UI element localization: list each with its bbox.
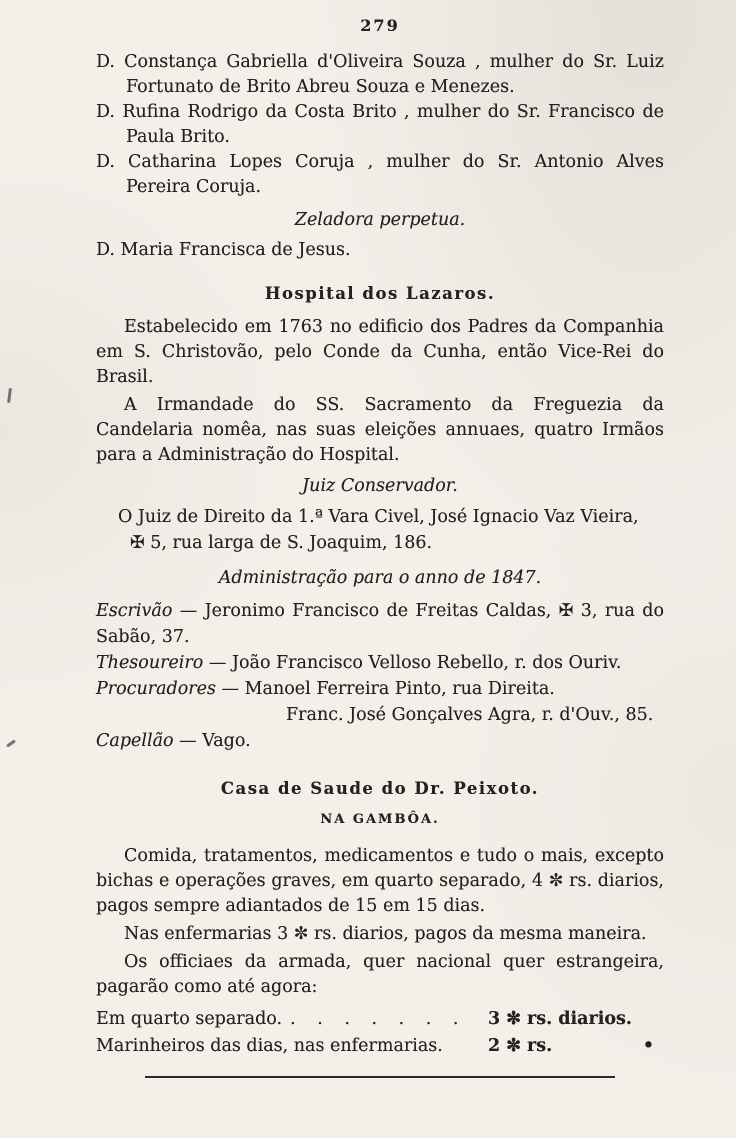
paragraph: Comida, tratamentos, medicamentos e tudo o mais, excepto bichas e operações graves, em quarto separado, 4 ✼ rs. diarios, pagos sempre adiantados de 15 em 15 dias. (96, 846, 664, 916)
price-value: 3 ✼ rs. diarios. (488, 1009, 632, 1029)
list-item: D. Rufina Rodrigo da Costa Brito , mulher do Sr. Francisco de Paula Brito. (96, 102, 664, 147)
dot-leaders (443, 1033, 488, 1060)
page-number: 279 (360, 16, 400, 35)
paragraph: Nas enfermarias 3 ✼ rs. diarios, pagos da mesma maneira. (124, 924, 647, 944)
zeladora-name: D. Maria Francisca de Jesus. (96, 240, 351, 260)
separator: — (172, 601, 205, 621)
official-detail: Manoel Ferreira Pinto, rua Direita. (244, 679, 555, 699)
paragraph: Os officiaes da armada, quer nacional quer estrangeira, pagarão como até agora: (96, 952, 664, 997)
footer-rule (145, 1076, 615, 1078)
list-item: D. Constança Gabriella d'Oliveira Souza , mulher do Sr. Luiz Fortunato de Brito Abreu Souza e Menezes. (96, 52, 664, 97)
separator: — (216, 679, 245, 699)
hospital-title: Hospital dos Lazaros. (264, 284, 496, 303)
ladies-list (96, 50, 664, 200)
official-entry (96, 650, 664, 676)
price-tail: • (642, 1036, 654, 1056)
officials-list (96, 598, 664, 754)
table-row (96, 1033, 664, 1060)
scan-mark (7, 388, 12, 403)
official-role: Capellão (96, 731, 174, 751)
juiz-heading: Juiz Conservador. (302, 476, 458, 496)
table-row (96, 1006, 664, 1033)
official-entry (96, 598, 664, 650)
price-tail (654, 1006, 664, 1033)
separator: — (173, 731, 203, 751)
zeladora-heading: Zeladora perpetua. (294, 210, 466, 230)
book-page (96, 16, 664, 1078)
official-role: Thesoureiro (96, 653, 204, 673)
paragraph: A Irmandade do SS. Sacramento da Freguezia da Candelaria nomêa, nas suas eleições annuaes, quatro Irmãos para a Administração do Hospital. (96, 395, 664, 465)
admin-heading: Administração para o anno de 1847. (218, 568, 542, 588)
list-item: D. Catharina Lopes Coruja , mulher do Sr. Antonio Alves Pereira Coruja. (96, 152, 664, 197)
official-entry (96, 702, 664, 728)
rate-price (488, 1006, 664, 1033)
casa-title: Casa de Saude do Dr. Peixoto. (220, 779, 540, 798)
juiz-line: ✠ 5, rua larga de S. Joaquim, 186. (130, 533, 433, 553)
separator: — (203, 653, 232, 673)
official-role: Escrivão (96, 601, 173, 621)
official-entry (96, 728, 664, 754)
paragraph: Estabelecido em 1763 no edificio dos Padres da Companhia em S. Christovão, pelo Conde da Cunha, então Vice-Rei do Brasil. (96, 317, 664, 387)
rate-price (488, 1033, 664, 1060)
official-detail: Jeronimo Francisco de Freitas Caldas, ✠ 3, rua do Sabão, 37. (96, 601, 664, 647)
official-entry (96, 676, 664, 702)
official-role: Procuradores (96, 679, 216, 699)
rate-label: Em quarto separado. (96, 1009, 283, 1029)
official-detail: Franc. José Gonçalves Agra, r. d'Ouv., 85. (286, 705, 654, 725)
price-value: 2 ✼ rs. (488, 1036, 553, 1056)
casa-subtitle: NA GAMBÔA. (320, 812, 440, 827)
scan-mark (6, 739, 16, 747)
rate-label: Marinheiros das dias, nas enfermarias. (96, 1036, 443, 1056)
official-detail: Vago. (202, 731, 251, 751)
rates-table (96, 1006, 664, 1060)
dot-leaders: . . . . . . . (290, 1009, 459, 1029)
juiz-line: O Juiz de Direito da 1.ª Vara Civel, José Ignacio Vaz Vieira, (118, 507, 639, 527)
official-detail: João Francisco Velloso Rebello, r. dos Ouriv. (231, 653, 622, 673)
